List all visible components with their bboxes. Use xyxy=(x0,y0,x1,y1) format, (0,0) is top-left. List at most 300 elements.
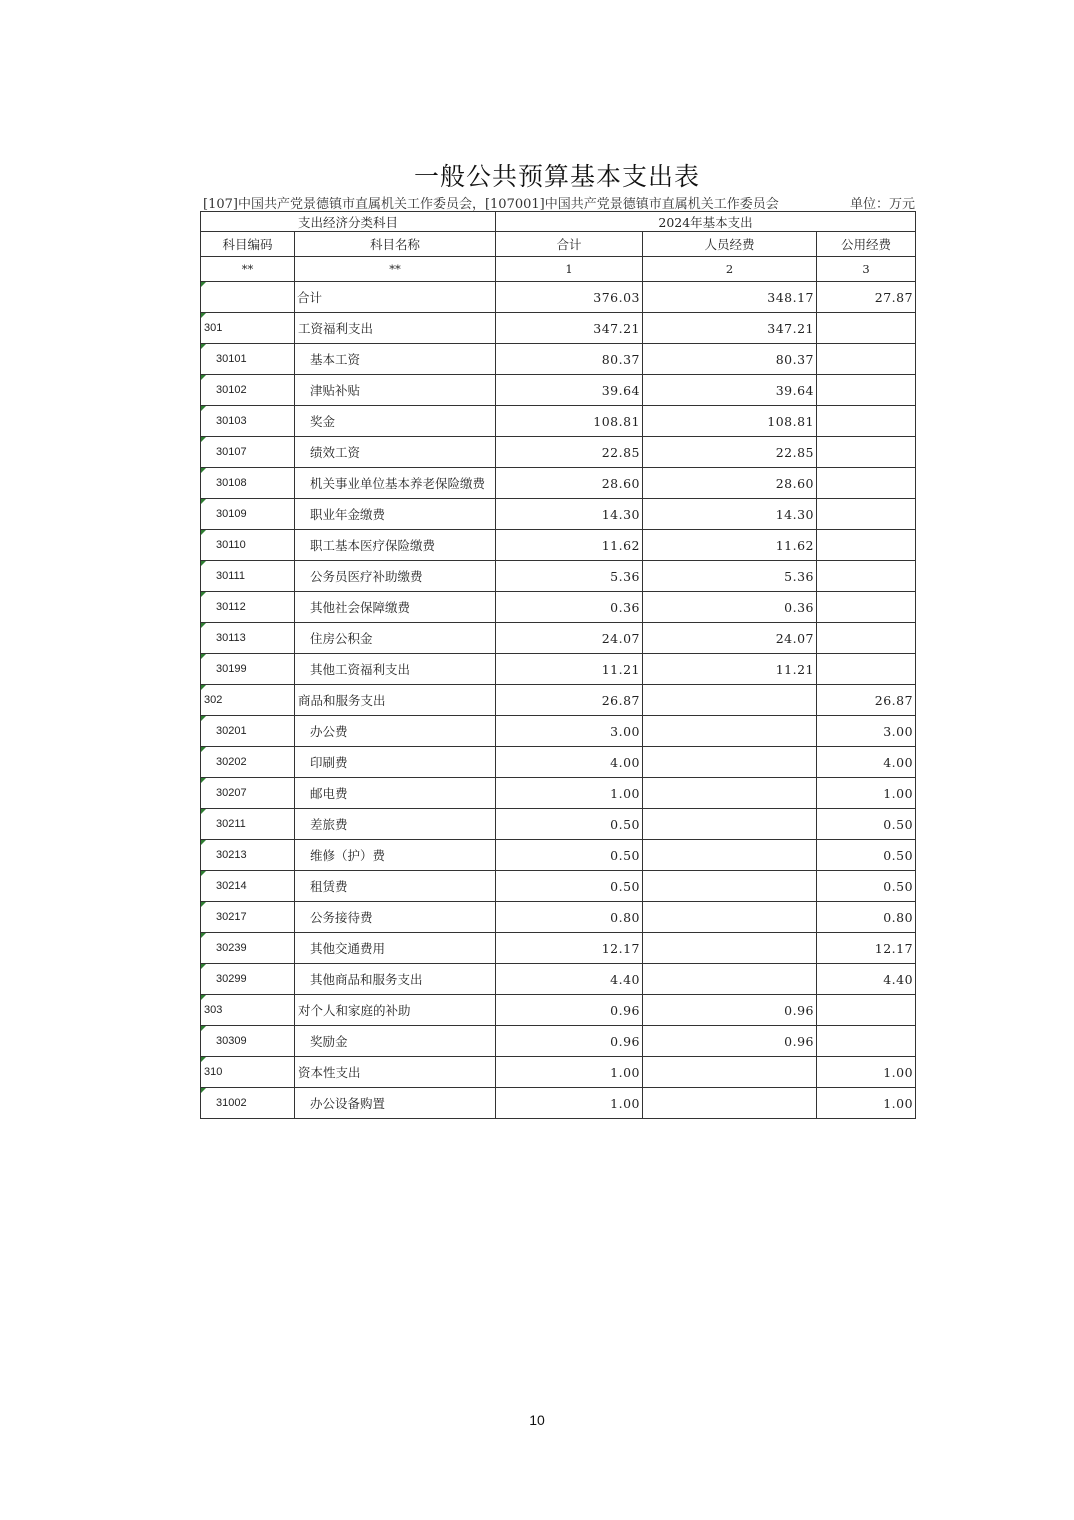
cell-code xyxy=(201,964,295,995)
cell-name xyxy=(295,1026,496,1057)
cell-name xyxy=(295,778,496,809)
cell-name-text: 其他商品和服务支出 xyxy=(310,972,423,987)
cell-marker-icon xyxy=(201,964,206,969)
cell-personnel-text: 11.62 xyxy=(775,537,815,553)
cell-public xyxy=(817,933,916,964)
cell-code xyxy=(201,933,295,964)
cell-code xyxy=(201,561,295,592)
cell-marker-icon xyxy=(201,747,206,752)
cell-code xyxy=(201,871,295,902)
cell-total-text: 4.00 xyxy=(610,754,641,770)
cell-public xyxy=(817,468,916,499)
table-row xyxy=(201,282,916,313)
table-row xyxy=(201,561,916,592)
cell-code-text: 30199 xyxy=(216,663,247,675)
cell-personnel xyxy=(643,902,817,933)
cell-public-text: 3.00 xyxy=(883,723,914,739)
cell-total xyxy=(496,375,643,406)
cell-personnel xyxy=(643,995,817,1026)
cell-name-text: 印刷费 xyxy=(310,755,348,770)
cell-total xyxy=(496,778,643,809)
cell-name-text: 对个人和家庭的补助 xyxy=(298,1003,411,1018)
cell-total-text: 347.21 xyxy=(593,320,641,336)
cell-code-text: 30201 xyxy=(216,725,247,737)
cell-public-text: 0.50 xyxy=(883,878,914,894)
table-row xyxy=(201,468,916,499)
cell-name xyxy=(295,437,496,468)
cell-code-text: 30103 xyxy=(216,415,247,427)
cell-marker-icon xyxy=(201,1057,206,1062)
cell-code-text: 301 xyxy=(204,322,223,334)
cell-personnel-text: 39.64 xyxy=(775,382,815,398)
cell-marker-icon xyxy=(201,313,206,318)
cell-name-text: 其他交通费用 xyxy=(310,941,386,956)
column-header-code: 科目编码 xyxy=(201,232,295,257)
cell-total-text: 26.87 xyxy=(601,692,641,708)
cell-name xyxy=(295,592,496,623)
cell-name-text: 职业年金缴费 xyxy=(310,507,386,522)
cell-total-text: 108.81 xyxy=(593,413,641,429)
cell-personnel xyxy=(643,282,817,313)
cell-code xyxy=(201,995,295,1026)
cell-marker-icon xyxy=(201,809,206,814)
cell-total-text: 11.62 xyxy=(601,537,641,553)
table-row xyxy=(201,1088,916,1119)
cell-code xyxy=(201,840,295,871)
cell-personnel xyxy=(643,747,817,778)
cell-code-text: 30111 xyxy=(216,570,245,582)
cell-code xyxy=(201,1057,295,1088)
index-name: ** xyxy=(295,257,496,282)
cell-code xyxy=(201,437,295,468)
table-row xyxy=(201,840,916,871)
cell-personnel xyxy=(643,499,817,530)
cell-personnel xyxy=(643,778,817,809)
cell-total xyxy=(496,716,643,747)
cell-total xyxy=(496,530,643,561)
cell-personnel xyxy=(643,1026,817,1057)
cell-name xyxy=(295,995,496,1026)
cell-personnel xyxy=(643,716,817,747)
cell-personnel-text: 0.96 xyxy=(784,1033,815,1049)
table-row xyxy=(201,1026,916,1057)
budget-table xyxy=(200,211,916,1119)
cell-total xyxy=(496,468,643,499)
cell-public-text: 0.80 xyxy=(883,909,914,925)
cell-public-text: 1.00 xyxy=(883,785,914,801)
cell-marker-icon xyxy=(201,685,206,690)
cell-marker-icon xyxy=(201,778,206,783)
cell-marker-icon xyxy=(201,995,206,1000)
cell-name xyxy=(295,499,496,530)
cell-code xyxy=(201,592,295,623)
cell-name xyxy=(295,809,496,840)
table-row xyxy=(201,623,916,654)
cell-name xyxy=(295,530,496,561)
cell-public xyxy=(817,499,916,530)
cell-total xyxy=(496,1088,643,1119)
cell-name xyxy=(295,871,496,902)
cell-personnel-text: 5.36 xyxy=(784,568,815,584)
cell-name xyxy=(295,561,496,592)
cell-name xyxy=(295,902,496,933)
cell-total-text: 1.00 xyxy=(610,785,641,801)
cell-marker-icon xyxy=(201,406,206,411)
cell-public xyxy=(817,592,916,623)
cell-code xyxy=(201,1088,295,1119)
cell-code-text: 30214 xyxy=(216,880,247,892)
table-row xyxy=(201,964,916,995)
cell-public xyxy=(817,437,916,468)
cell-marker-icon xyxy=(201,840,206,845)
page-title: 一般公共预算基本支出表 xyxy=(413,162,700,191)
cell-public xyxy=(817,840,916,871)
cell-total xyxy=(496,561,643,592)
table-row xyxy=(201,437,916,468)
cell-total-text: 0.50 xyxy=(610,816,641,832)
cell-public xyxy=(817,623,916,654)
cell-marker-icon xyxy=(201,437,206,442)
cell-name xyxy=(295,933,496,964)
cell-name-text: 邮电费 xyxy=(310,786,348,801)
cell-code-text: 30109 xyxy=(216,508,247,520)
cell-public-text: 4.40 xyxy=(883,971,914,987)
cell-personnel-text: 80.37 xyxy=(775,351,815,367)
cell-personnel-text: 0.36 xyxy=(784,599,815,615)
cell-code-text: 30299 xyxy=(216,973,247,985)
column-header-personnel: 人员经费 xyxy=(643,232,817,257)
table-row xyxy=(201,313,916,344)
cell-personnel-text: 108.81 xyxy=(767,413,815,429)
subtitle-line xyxy=(203,193,915,211)
cell-public xyxy=(817,902,916,933)
column-header-public: 公用经费 xyxy=(817,232,916,257)
cell-public-text: 0.50 xyxy=(883,847,914,863)
cell-total xyxy=(496,313,643,344)
cell-name xyxy=(295,468,496,499)
cell-total xyxy=(496,623,643,654)
unit-label: 单位：万元 xyxy=(849,197,915,212)
cell-total xyxy=(496,282,643,313)
cell-code-text: 30110 xyxy=(216,539,246,551)
cell-code-text: 310 xyxy=(204,1066,223,1078)
cell-name xyxy=(295,716,496,747)
cell-personnel-text: 24.07 xyxy=(775,630,815,646)
cell-code xyxy=(201,623,295,654)
cell-personnel xyxy=(643,313,817,344)
table-row xyxy=(201,809,916,840)
cell-total-text: 0.80 xyxy=(610,909,641,925)
cell-marker-icon xyxy=(201,902,206,907)
page-number: 10 xyxy=(529,1412,545,1428)
cell-public xyxy=(817,809,916,840)
cell-total-text: 4.40 xyxy=(610,971,641,987)
cell-code xyxy=(201,406,295,437)
table-row xyxy=(201,499,916,530)
cell-total-text: 14.30 xyxy=(601,506,641,522)
cell-marker-icon xyxy=(201,530,206,535)
cell-marker-icon xyxy=(201,716,206,721)
cell-total-text: 0.96 xyxy=(610,1002,641,1018)
cell-marker-icon xyxy=(201,375,206,380)
cell-personnel-text: 14.30 xyxy=(775,506,815,522)
cell-personnel xyxy=(643,685,817,716)
cell-marker-icon xyxy=(201,623,206,628)
cell-name-text: 工资福利支出 xyxy=(298,321,374,336)
cell-personnel xyxy=(643,561,817,592)
cell-code-text: 303 xyxy=(204,1004,223,1016)
cell-public xyxy=(817,747,916,778)
group-header-basic-expenditure: 2024年基本支出 xyxy=(496,212,916,232)
cell-marker-icon xyxy=(201,933,206,938)
cell-public-text: 0.50 xyxy=(883,816,914,832)
cell-name-text: 住房公积金 xyxy=(310,631,373,646)
cell-personnel-text: 347.21 xyxy=(767,320,815,336)
cell-name-text: 职工基本医疗保险缴费 xyxy=(310,538,436,553)
cell-code-text: 30213 xyxy=(216,849,247,861)
cell-total xyxy=(496,995,643,1026)
cell-total xyxy=(496,344,643,375)
cell-personnel xyxy=(643,530,817,561)
cell-total xyxy=(496,840,643,871)
table-row xyxy=(201,685,916,716)
header-group-row xyxy=(201,212,916,232)
cell-public xyxy=(817,995,916,1026)
cell-name-text: 公务接待费 xyxy=(310,910,373,925)
cell-personnel xyxy=(643,468,817,499)
cell-code-text: 30112 xyxy=(216,601,246,613)
cell-code xyxy=(201,747,295,778)
cell-public xyxy=(817,716,916,747)
table-row xyxy=(201,902,916,933)
cell-name xyxy=(295,964,496,995)
cell-name-text: 绩效工资 xyxy=(310,445,361,460)
cell-code-text: 30102 xyxy=(216,384,247,396)
cell-name xyxy=(295,375,496,406)
cell-personnel xyxy=(643,592,817,623)
cell-marker-icon xyxy=(201,499,206,504)
cell-personnel xyxy=(643,437,817,468)
cell-personnel xyxy=(643,375,817,406)
organization-label: [107]中国共产党景德镇市直属机关工作委员会，[107001]中国共产党景德镇市直属机关工作委员会 xyxy=(203,197,779,212)
cell-total-text: 0.36 xyxy=(610,599,641,615)
cell-personnel xyxy=(643,809,817,840)
cell-total-text: 12.17 xyxy=(601,940,641,956)
cell-public xyxy=(817,685,916,716)
cell-total-text: 5.36 xyxy=(610,568,641,584)
header-index-row xyxy=(201,257,916,282)
table-row xyxy=(201,592,916,623)
cell-code xyxy=(201,716,295,747)
cell-name xyxy=(295,1088,496,1119)
cell-public-text: 1.00 xyxy=(883,1095,914,1111)
cell-code xyxy=(201,468,295,499)
cell-personnel xyxy=(643,1088,817,1119)
cell-code-text: 30309 xyxy=(216,1035,247,1047)
cell-total xyxy=(496,685,643,716)
cell-code xyxy=(201,313,295,344)
cell-total-text: 3.00 xyxy=(610,723,641,739)
cell-public xyxy=(817,871,916,902)
cell-code-text: 30108 xyxy=(216,477,247,489)
cell-code-text: 30211 xyxy=(216,818,246,830)
table-row xyxy=(201,344,916,375)
cell-total xyxy=(496,1026,643,1057)
cell-name-text: 租赁费 xyxy=(310,879,348,894)
cell-total-text: 22.85 xyxy=(601,444,641,460)
group-header-classification: 支出经济分类科目 xyxy=(201,212,496,232)
cell-public xyxy=(817,344,916,375)
cell-name-text: 差旅费 xyxy=(310,817,348,832)
cell-code-text: 30207 xyxy=(216,787,247,799)
cell-marker-icon xyxy=(201,282,206,287)
cell-code xyxy=(201,375,295,406)
cell-code-text: 30101 xyxy=(216,353,247,365)
cell-total-text: 24.07 xyxy=(601,630,641,646)
cell-public-text: 1.00 xyxy=(883,1064,914,1080)
cell-personnel xyxy=(643,1057,817,1088)
cell-marker-icon xyxy=(201,1026,206,1031)
table-row xyxy=(201,747,916,778)
cell-personnel-text: 11.21 xyxy=(775,661,815,677)
cell-total-text: 80.37 xyxy=(601,351,641,367)
cell-name xyxy=(295,654,496,685)
cell-code xyxy=(201,282,295,313)
column-header-total: 合计 xyxy=(496,232,643,257)
cell-code xyxy=(201,654,295,685)
cell-personnel xyxy=(643,344,817,375)
cell-total-text: 1.00 xyxy=(610,1095,641,1111)
cell-name xyxy=(295,623,496,654)
cell-public xyxy=(817,1057,916,1088)
cell-name-text: 办公设备购置 xyxy=(310,1096,386,1111)
cell-name xyxy=(295,1057,496,1088)
cell-name xyxy=(295,313,496,344)
cell-total xyxy=(496,499,643,530)
cell-total-text: 0.50 xyxy=(610,847,641,863)
index-code: ** xyxy=(201,257,295,282)
table-row xyxy=(201,375,916,406)
index-personnel: 2 xyxy=(643,257,817,282)
column-header-name: 科目名称 xyxy=(295,232,496,257)
cell-personnel xyxy=(643,406,817,437)
cell-public xyxy=(817,313,916,344)
cell-code xyxy=(201,809,295,840)
cell-total-text: 0.96 xyxy=(610,1033,641,1049)
cell-marker-icon xyxy=(201,561,206,566)
cell-marker-icon xyxy=(201,468,206,473)
cell-code xyxy=(201,1026,295,1057)
cell-code-text: 30107 xyxy=(216,446,247,458)
cell-name-text: 资本性支出 xyxy=(298,1065,361,1080)
cell-marker-icon xyxy=(201,1088,206,1093)
cell-name xyxy=(295,344,496,375)
cell-code-text: 30113 xyxy=(216,632,246,644)
cell-name-text: 合计 xyxy=(297,290,323,305)
cell-total-text: 39.64 xyxy=(601,382,641,398)
cell-public xyxy=(817,375,916,406)
table-row xyxy=(201,406,916,437)
cell-public-text: 26.87 xyxy=(874,692,914,708)
cell-public xyxy=(817,406,916,437)
cell-personnel xyxy=(643,871,817,902)
cell-public-text: 27.87 xyxy=(874,289,914,305)
cell-name-text: 其他工资福利支出 xyxy=(310,662,411,677)
table-row xyxy=(201,778,916,809)
cell-code-text: 302 xyxy=(204,694,223,706)
cell-code-text: 31002 xyxy=(216,1097,247,1109)
cell-total xyxy=(496,406,643,437)
cell-name-text: 奖励金 xyxy=(310,1034,348,1049)
cell-personnel xyxy=(643,623,817,654)
table-row xyxy=(201,933,916,964)
cell-name-text: 基本工资 xyxy=(310,352,361,367)
cell-total xyxy=(496,964,643,995)
cell-name-text: 商品和服务支出 xyxy=(298,693,386,708)
cell-public xyxy=(817,561,916,592)
cell-total-text: 0.50 xyxy=(610,878,641,894)
cell-name xyxy=(295,685,496,716)
cell-code xyxy=(201,499,295,530)
cell-personnel xyxy=(643,654,817,685)
cell-name xyxy=(295,406,496,437)
cell-name-text: 办公费 xyxy=(310,724,348,739)
cell-code xyxy=(201,778,295,809)
cell-name xyxy=(295,747,496,778)
cell-personnel-text: 348.17 xyxy=(767,289,815,305)
table-row xyxy=(201,530,916,561)
cell-total xyxy=(496,592,643,623)
cell-total xyxy=(496,437,643,468)
cell-total xyxy=(496,933,643,964)
cell-public xyxy=(817,778,916,809)
cell-code-text: 30239 xyxy=(216,942,247,954)
cell-marker-icon xyxy=(201,871,206,876)
cell-public xyxy=(817,1026,916,1057)
cell-name-text: 公务员医疗补助缴费 xyxy=(310,569,423,584)
index-total: 1 xyxy=(496,257,643,282)
cell-public-text: 4.00 xyxy=(883,754,914,770)
cell-total xyxy=(496,1057,643,1088)
cell-public xyxy=(817,530,916,561)
cell-code xyxy=(201,344,295,375)
cell-name-text: 维修（护）费 xyxy=(310,848,386,863)
cell-total xyxy=(496,747,643,778)
cell-code-text: 30217 xyxy=(216,911,247,923)
cell-marker-icon xyxy=(201,654,206,659)
table-row xyxy=(201,654,916,685)
cell-name-text: 津贴补贴 xyxy=(310,383,361,398)
table-row xyxy=(201,716,916,747)
cell-code xyxy=(201,685,295,716)
cell-marker-icon xyxy=(201,592,206,597)
cell-total xyxy=(496,871,643,902)
cell-personnel xyxy=(643,933,817,964)
cell-personnel-text: 0.96 xyxy=(784,1002,815,1018)
cell-name xyxy=(295,840,496,871)
cell-personnel xyxy=(643,840,817,871)
cell-public xyxy=(817,964,916,995)
cell-personnel xyxy=(643,964,817,995)
cell-code xyxy=(201,530,295,561)
cell-public-text: 12.17 xyxy=(874,940,914,956)
cell-total-text: 1.00 xyxy=(610,1064,641,1080)
header-column-row xyxy=(201,232,916,257)
cell-personnel-text: 28.60 xyxy=(775,475,815,491)
cell-total-text: 28.60 xyxy=(601,475,641,491)
cell-marker-icon xyxy=(201,344,206,349)
cell-total-text: 376.03 xyxy=(593,289,641,305)
